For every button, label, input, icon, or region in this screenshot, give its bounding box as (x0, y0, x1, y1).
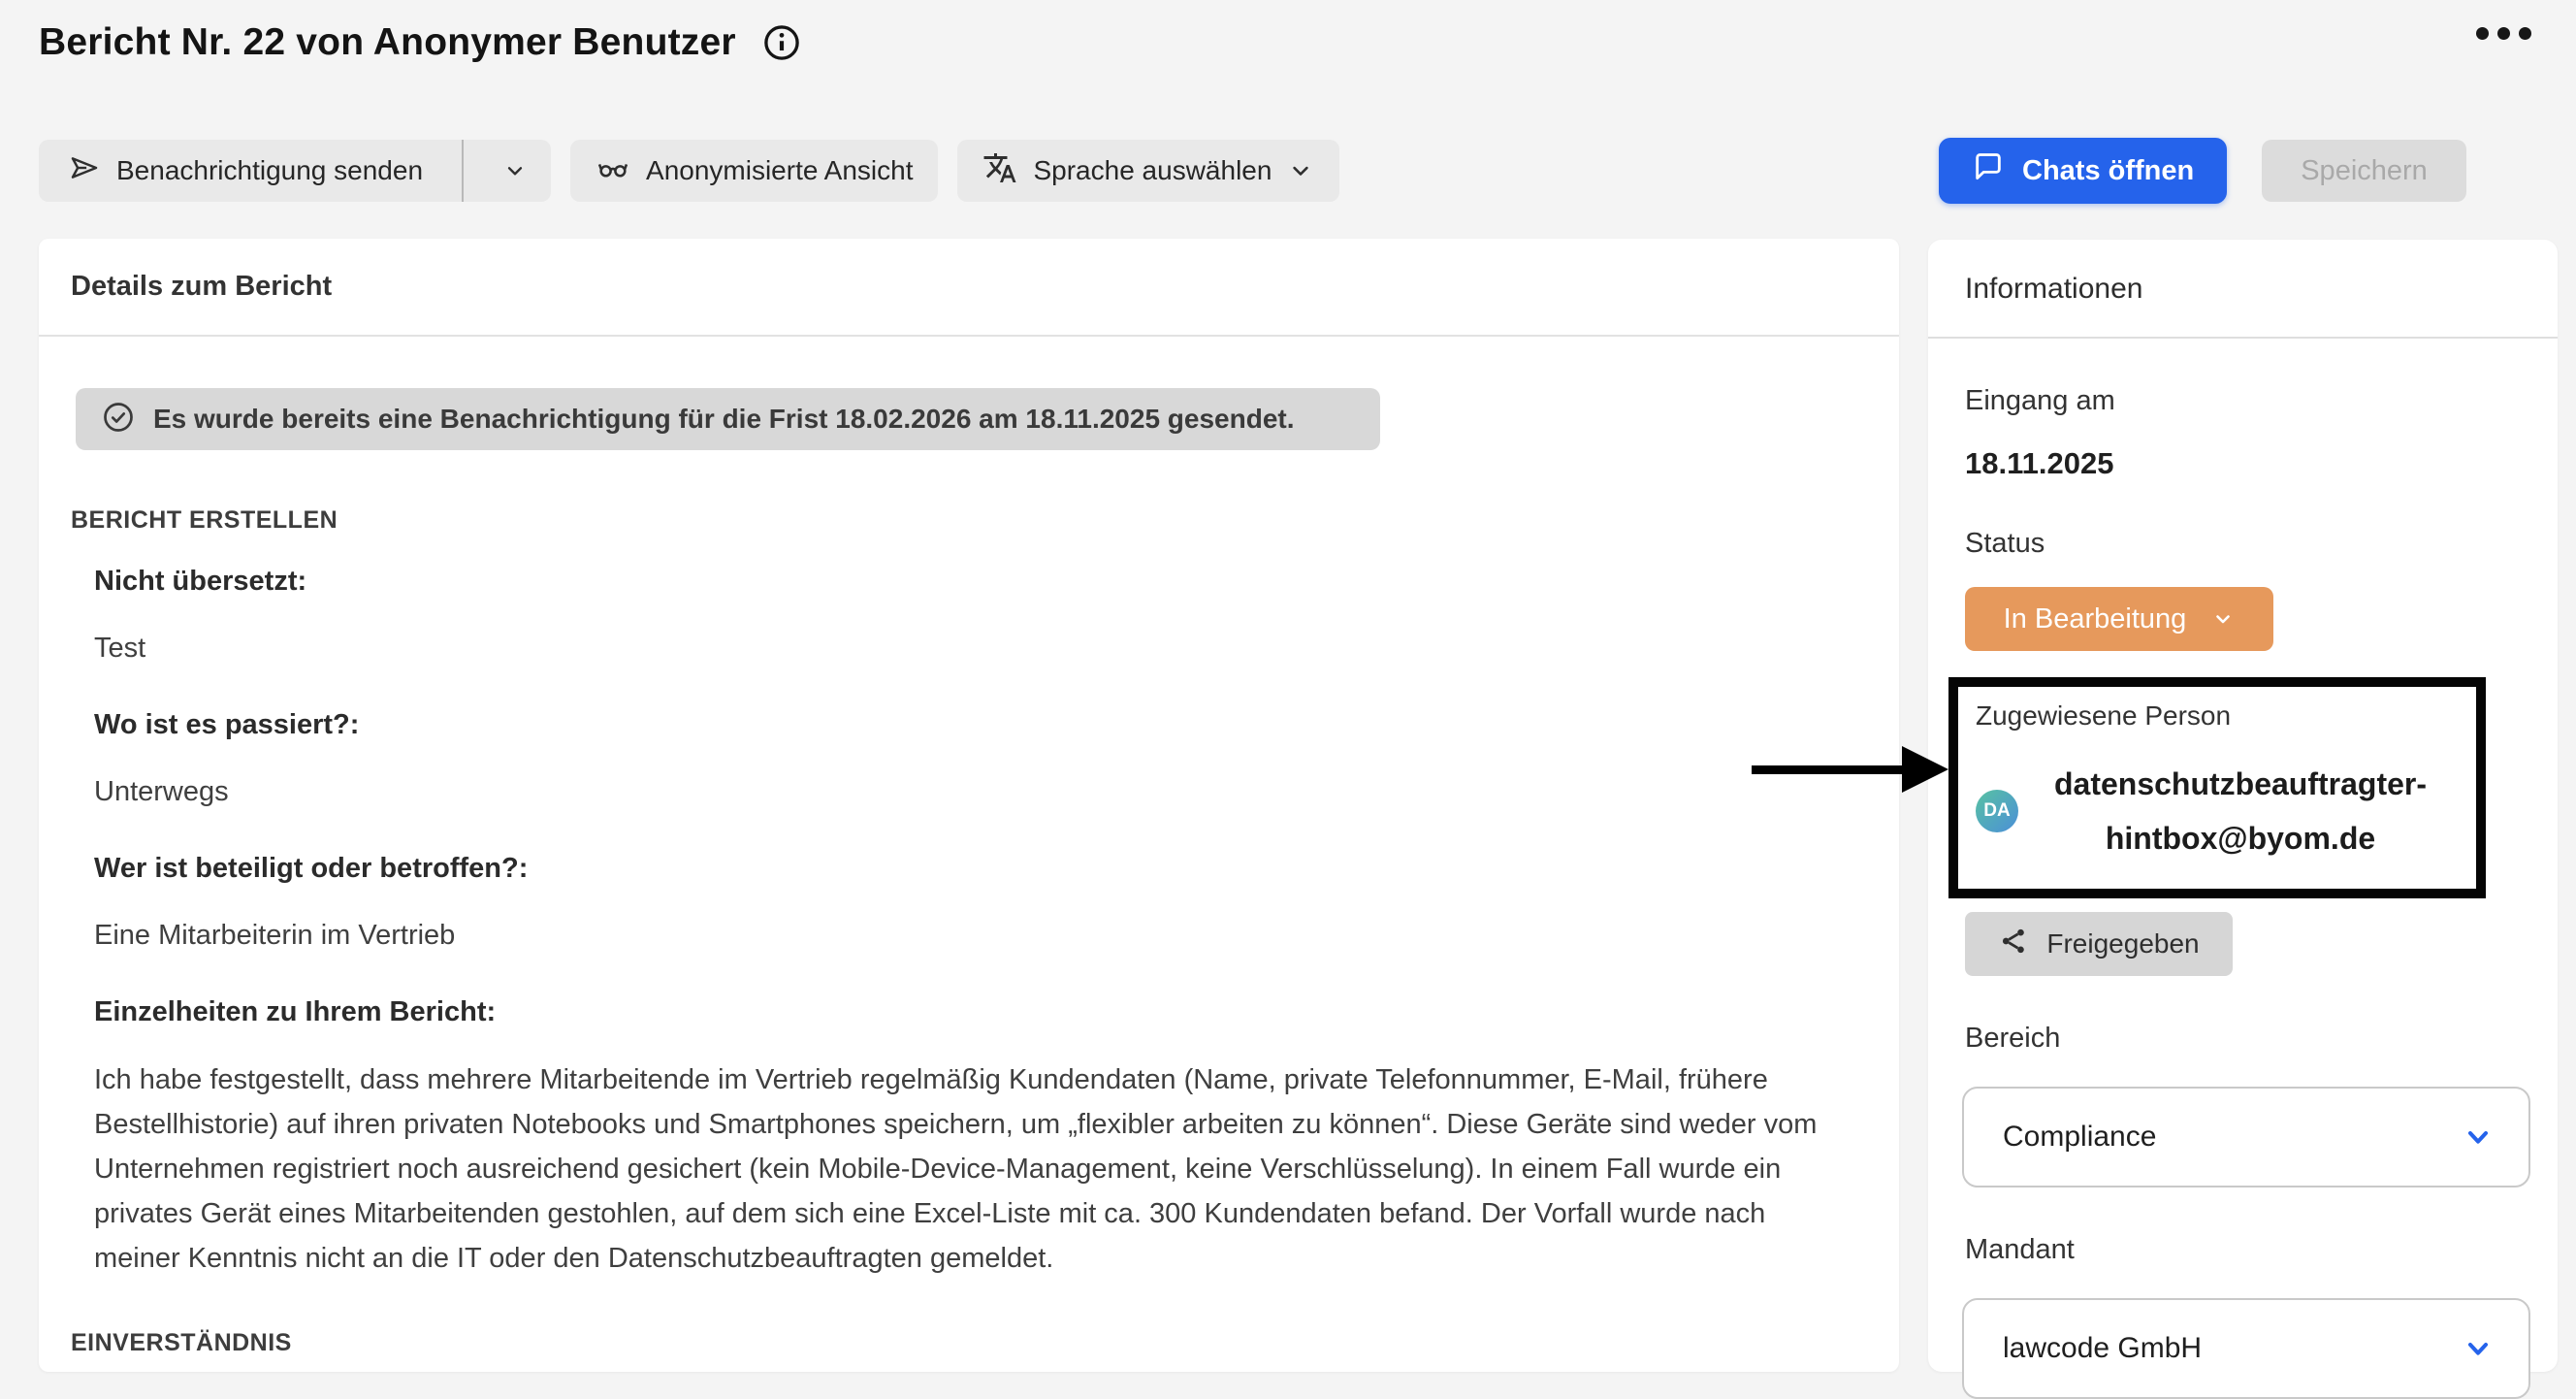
shared-button[interactable] (1965, 912, 2233, 976)
assignee-row (1976, 757, 2457, 865)
select-language-button[interactable] (957, 140, 1339, 202)
send-icon (68, 151, 101, 191)
send-notification-button[interactable] (39, 140, 551, 202)
card-body (39, 388, 1899, 1357)
anonymized-view-button[interactable] (570, 140, 938, 202)
report-field (94, 566, 1860, 665)
avatar: DA (1976, 790, 2018, 832)
field-value: Test (94, 633, 146, 664)
translate-icon (982, 150, 1017, 192)
open-chats-label: Chats öffnen (2022, 154, 2195, 186)
field-label: Wo ist es passiert?: (94, 709, 360, 740)
page-title (39, 21, 802, 64)
chevron-down-icon (502, 158, 528, 183)
send-notification-label: Benachrichtigung senden (116, 155, 424, 185)
card-header (39, 239, 1899, 337)
client-label: Mandant (1965, 1234, 2075, 1265)
toolbar (39, 140, 1339, 202)
send-notification-caret[interactable] (479, 140, 551, 202)
notice-text: Es wurde bereits eine Benachrichtigung für die Frist 18.02.2026 am 18.11.2025 gesendet. (153, 404, 1295, 434)
panel-title: Informationen (1965, 273, 2143, 305)
assignee-label: Zugewiesene Person (1976, 700, 2232, 731)
notification-sent-banner (76, 388, 1380, 450)
chat-icon (1972, 150, 2005, 191)
field-label: Nicht übersetzt: (94, 566, 307, 597)
card-title: Details zum Bericht (71, 271, 333, 302)
share-icon (1998, 926, 2029, 963)
report-field (94, 996, 1860, 1281)
client-value: lawcode GmbH (2003, 1332, 2203, 1364)
group-bericht-erstellen: BERICHT ERSTELLEN (71, 506, 338, 534)
select-language-label: Sprache auswählen (1033, 155, 1272, 185)
received-value: 18.11.2025 (1965, 446, 2114, 480)
shared-label: Freigegeben (2046, 928, 2200, 959)
assignee-email: datenschutzbeauftragter-hintbox@byom.de (2053, 766, 2428, 856)
annotation-arrow (1752, 746, 1948, 793)
chevron-down-icon (2463, 1122, 2494, 1153)
status-value: In Bearbeitung (2003, 602, 2187, 634)
panel-divider (1928, 337, 2558, 339)
area-label: Bereich (1965, 1023, 2061, 1054)
report-field (94, 709, 1860, 808)
field-label: Wer ist beteiligt oder betroffen?: (94, 853, 529, 884)
header-actions (1939, 138, 2466, 204)
area-select[interactable] (1962, 1087, 2530, 1188)
field-label: Einzelheiten zu Ihrem Bericht: (94, 996, 497, 1027)
information-panel (1928, 240, 2558, 1372)
info-icon[interactable] (761, 22, 802, 63)
ellipsis-icon (2476, 27, 2489, 40)
report-field (94, 853, 1860, 952)
anonymized-view-label: Anonymisierte Ansicht (646, 155, 914, 185)
open-chats-button[interactable] (1939, 138, 2227, 204)
field-value: Eine Mitarbeiterin im Vertrieb (94, 920, 456, 951)
chevron-down-icon (2211, 607, 2235, 631)
field-value-paragraph: Ich habe festgestellt, dass mehrere Mitarbeitende im Vertrieb regelmäßig Kundendaten (Name, private Telefonnummer, E-Mail, frühere Bestellhistorie) auf ihren privaten Notebooks und Smartphones speichern, um „flexibler arbeiten zu können“. Diese Geräte sind weder vom Unternehmen registriert noch ausreichend gesichert (kein Mobile-Device-Management, keine Verschlüsselung). In einem Fall wurde ein privates Gerät eines Mitarbeitenden gestohlen, auf dem sich eine Excel-Liste mit ca. 300 Kundendaten befand. Der Vorfall wurde nach meiner Kenntnis nicht an die IT oder den Datenschutzbeauftragten gemeldet. (94, 1064, 1818, 1274)
split-divider (462, 140, 464, 202)
client-select[interactable] (1962, 1298, 2530, 1399)
assignee-highlight-box (1948, 677, 2486, 898)
field-value: Unterwegs (94, 776, 229, 807)
report-details-card (39, 239, 1899, 1372)
status-dropdown-button[interactable] (1965, 587, 2273, 651)
status-label: Status (1965, 528, 2045, 559)
chevron-down-icon (1287, 157, 1314, 184)
check-circle-icon (101, 400, 136, 439)
chevron-down-icon (2463, 1333, 2494, 1364)
area-value: Compliance (2003, 1121, 2157, 1153)
more-options-button[interactable] (2466, 17, 2541, 49)
save-button[interactable]: Speichern (2262, 140, 2466, 202)
received-label: Eingang am (1965, 385, 2115, 416)
glasses-icon (596, 150, 630, 192)
group-einverstaendnis: EINVERSTÄNDNIS (71, 1329, 292, 1356)
page-title-text: Bericht Nr. 22 von Anonymer Benutzer (39, 21, 736, 63)
